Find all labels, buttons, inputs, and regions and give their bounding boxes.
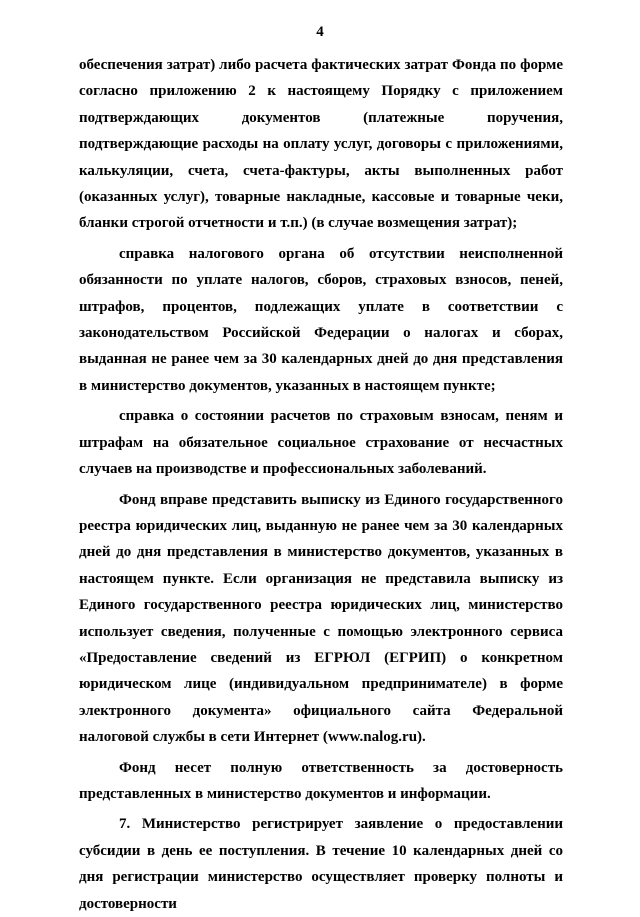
paragraph-registration: 7. Министерство регистрирует заявление о предоставлении субсидии в день ее поступления. В течение 10 календарных дней со дня регистрации министерство осуществляет проверку полноты и достоверности — [79, 816, 563, 912]
paragraph-egrul-extract: Фонд вправе представить выписку из Единого государственного реестра юридических лиц, выданную не ранее чем за 30 календарных дней до дня представления в министерство документов, указанных в настоящем пункте. Если организация не представила выписку из Единого государственного реестра юридических лиц, министерство использует сведения, полученные с помощью электронного сервиса «Предоставление сведений из ЕГРЮЛ (ЕГРИП) о конкретном юридическом лице (индивидуальном предпринимателе) в форме электронного документа» официального сайта Федеральной налоговой службы в сети Интернет (www.nalog.ru). — [79, 491, 563, 746]
document-body — [79, 52, 563, 917]
paragraph-insurance-certificate: справка о состоянии расчетов по страховым взносам, пеням и штрафам на обязательное социальное страхование от несчастных случаев на производстве и профессиональных заболеваний. — [79, 408, 563, 478]
page-number: 4 — [316, 24, 324, 40]
paragraph-responsibility: Фонд несет полную ответственность за достоверность представленных в министерство документов и информации. — [79, 759, 563, 802]
paragraph-expense-documents: обеспечения затрат) либо расчета фактических затрат Фонда по форме согласно приложению 2 к настоящему Порядку с приложением подтверждающих документов (платежные поручения, подтверждающие расходы на оплату услуг, договоры с приложениями, калькуляции, счета, счета-фактуры, акты выполненных работ (оказанных услуг), товарные накладные, кассовые и товарные чеки, бланки строгой отчетности и т.п.) (в случае возмещения затрат); — [79, 57, 563, 232]
paragraph-tax-certificate: справка налогового органа об отсутствии неисполненной обязанности по уплате налогов, сборов, страховых взносов, пеней, штрафов, процентов, подлежащих уплате в соответствии с законодательством Российской Федерации о налогах и сборах, выданная не ранее чем за 30 календарных дней до дня представления в министерство документов, указанных в настоящем пункте; — [79, 245, 563, 394]
